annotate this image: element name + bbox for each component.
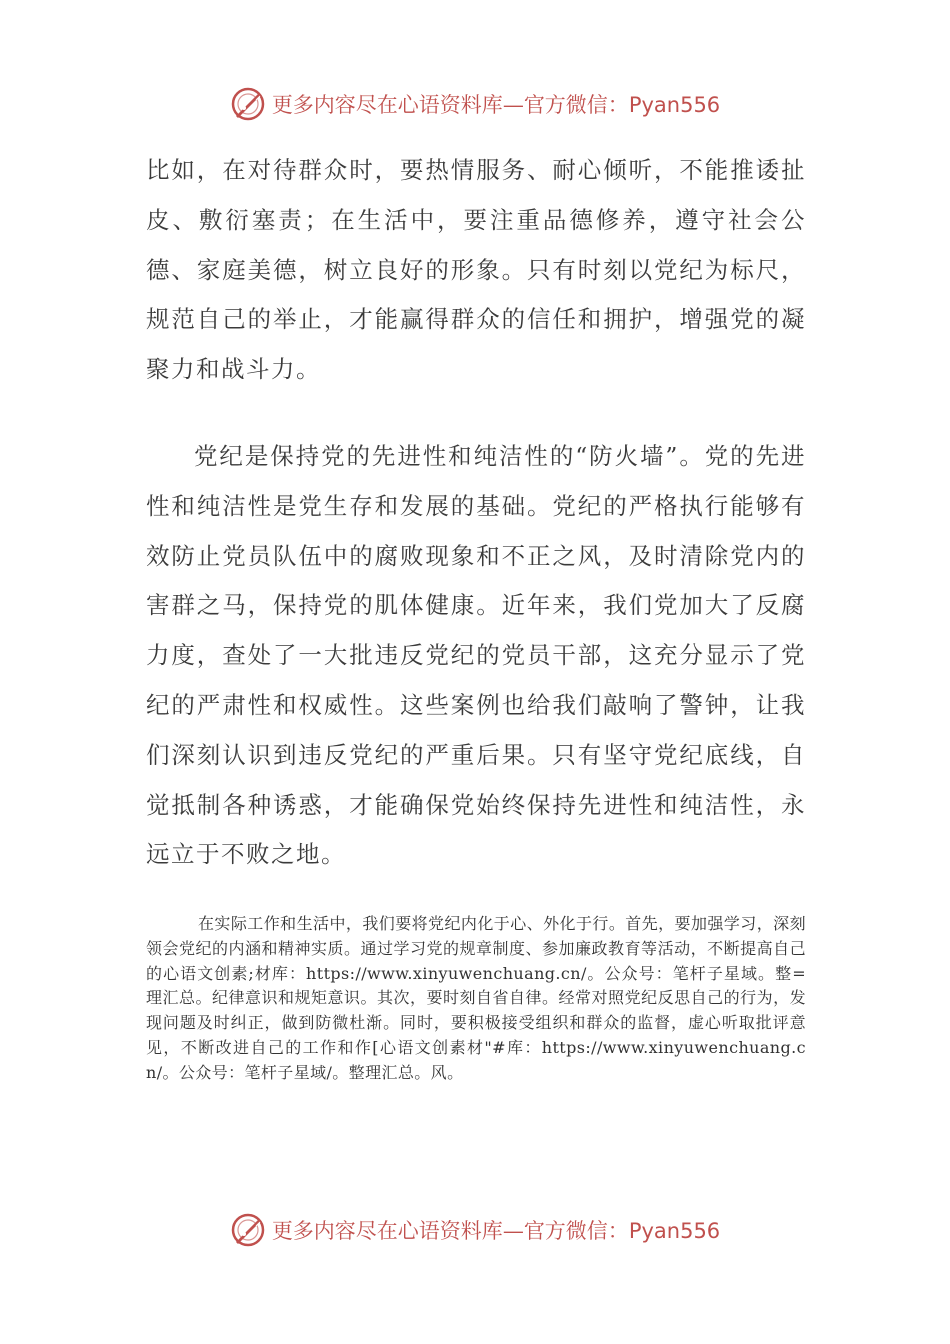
pen-nib-logo-icon: [230, 1212, 266, 1248]
footer-dash: —: [502, 1219, 524, 1243]
footer-text: [272, 1215, 720, 1245]
header-dash: —: [502, 93, 524, 117]
paragraph-2-text: 党纪是保持党的先进性和纯洁性的“防火墙”。党的先进性和纯洁性是党生存和发展的基础。党纪的严格执行能够有效防止党员队伍中的腐败现象和不正之风，及时清除党内的害群之马，保持党的肌体健康。近年来，我们党加大了反腐力度，查处了一大批违反党纪的党员干部，这充分显示了党纪的严肃性和权威性。这些案例也给我们敲响了警钟，让我们深刻认识到违反党纪的严重后果。只有坚守党纪底线，自觉抵制各种诱惑，才能确保党始终保持先进性和纯洁性，永远立于不败之地。: [146, 442, 806, 869]
paragraph-2: [146, 432, 806, 880]
footer-banner: [0, 1210, 950, 1250]
paragraph-3: [146, 912, 806, 1086]
pen-nib-logo-icon: [230, 86, 266, 122]
header-brand: 更多内容尽在心语资料库: [271, 93, 503, 117]
header-label: 官方微信：: [523, 93, 629, 117]
paragraph-3-text: 在实际工作和生活中，我们要将党纪内化于心、外化于行。首先，要加强学习，深刻领会党纪的内涵和精神实质。通过学习党的规章制度、参加廉政教育等活动，不断提高自己的心语文创素;材库：https://www.xinyuwenchuang.cn/。公众号：笔杆子星域。整=理汇总。纪律意识和规矩意识。其次，要时刻自省自律。经常对照党纪反思自己的行为，发现问题及时纠正，做到防微杜渐。同时，要积极接受组织和群众的监督，虚心听取批评意见，不断改进自己的工作和作[心语文创素材"#库：https://www.xinyuwenchuang.cn/。公众号：笔杆子星域/。整理汇总。风。: [146, 914, 806, 1082]
paragraph-1-text: 比如，在对待群众时，要热情服务、耐心倾听，不能推诿扯皮、敷衍塞责；在生活中，要注重品德修养，遵守社会公德、家庭美德，树立良好的形象。只有时刻以党纪为标尺，规范自己的举止，才能赢得群众的信任和拥护，增强党的凝聚力和战斗力。: [146, 156, 806, 384]
header-banner: [0, 84, 950, 124]
footer-label: 官方微信：: [523, 1219, 629, 1243]
footer-wechat-id: Pyan556: [628, 1219, 721, 1243]
paragraph-1: [146, 146, 806, 395]
header-wechat-id: Pyan556: [628, 93, 721, 117]
footer-brand: 更多内容尽在心语资料库: [271, 1219, 503, 1243]
header-text: [272, 89, 720, 119]
